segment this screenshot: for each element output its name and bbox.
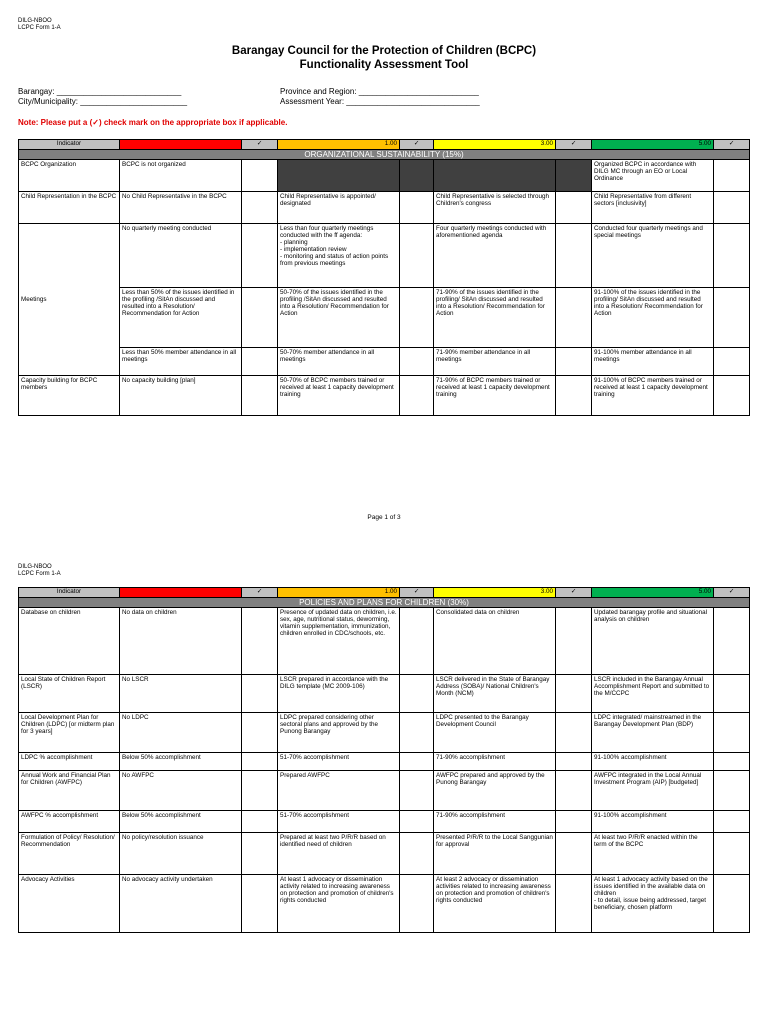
check-box[interactable] [714, 771, 750, 811]
criteria-orange: Presence of updated data on children, i.e. sex, age, nutritional status, deworming, vitamin supplementation, immunization, children enrolled in CDC/schools, etc. [278, 608, 400, 675]
check-box[interactable] [400, 811, 434, 833]
indicator-cell: LDPC % accomplishment [19, 753, 120, 771]
indicator-cell: Capacity building for BCPC members [19, 376, 120, 416]
criteria-green: Organized BCPC in accordance with DILG MC through an EO or Local Ordinance [592, 160, 714, 192]
document-title: Barangay Council for the Protection of Children (BCPC) [231, 45, 537, 57]
table-row [19, 192, 750, 224]
criteria-green: LSCR included in the Barangay Annual Accomplishment Report and submitted to the M/CCPC [592, 675, 714, 713]
form-code: DILG-NBOO LCPC Form 1-A [18, 564, 61, 577]
table-row [19, 713, 750, 753]
table-row [19, 811, 750, 833]
assessment-year-field[interactable]: Assessment Year: ______________________________ [280, 97, 480, 106]
barangay-field[interactable]: Barangay: ____________________________ [18, 87, 182, 96]
table-row [19, 348, 750, 376]
check-box[interactable] [400, 833, 434, 875]
check-box[interactable] [242, 348, 278, 376]
table-row [19, 833, 750, 875]
criteria-yellow: Consolidated data on children [434, 608, 556, 675]
criteria-yellow: LSCR delivered in the State of Barangay Address (SOBA)/ National Children's Month (NCM) [434, 675, 556, 713]
indicator-cell: Local Development Plan for Children (LDPC) [or midterm plan for 3 years] [19, 713, 120, 753]
criteria-yellow: Four quarterly meetings conducted with aforementioned agenda [434, 224, 556, 288]
check-box[interactable] [242, 811, 278, 833]
criteria-orange: At least 1 advocacy or dissemination activity related to increasing awareness on protection and promotion of children's rights conducted [278, 875, 400, 933]
criteria-red: No advocacy activity undertaken [120, 875, 242, 933]
indicator-cell: Child Representation in the BCPC [19, 192, 120, 224]
criteria-red: Below 50% accomplishment [120, 753, 242, 771]
table-row [19, 771, 750, 811]
check-box[interactable] [714, 811, 750, 833]
criteria-green: Conducted four quarterly meetings and special meetings [592, 224, 714, 288]
criteria-green: AWFPC integrated in the Local Annual Investment Program (AIP) [budgeted] [592, 771, 714, 811]
indicator-cell: Formulation of Policy/ Resolution/ Recommendation [19, 833, 120, 875]
check-box[interactable] [242, 608, 278, 675]
criteria-orange: 51-70% accomplishment [278, 753, 400, 771]
check-box[interactable] [556, 771, 592, 811]
check-box[interactable] [242, 753, 278, 771]
table-row [19, 160, 750, 192]
criteria-red: No LDPC [120, 713, 242, 753]
criteria-orange: Prepared at least two P/R/R based on identified need of children [278, 833, 400, 875]
check-box[interactable] [714, 224, 750, 288]
section-row [19, 598, 750, 608]
check-box[interactable] [556, 675, 592, 713]
check-box[interactable] [714, 675, 750, 713]
criteria-red: Less than 50% of the issues identified in the profiling /SitAn discussed and resulted into a Resolution/ Recommendation for Action [120, 288, 242, 348]
indicator-cell: Database on children [19, 608, 120, 675]
table-row [19, 224, 750, 288]
check-box[interactable] [556, 348, 592, 376]
yellow-score-header: 3.00 [434, 140, 556, 150]
check-box[interactable] [400, 288, 434, 348]
check-box[interactable] [714, 192, 750, 224]
criteria-orange: 50-70% of BCPC members trained or received at least 1 capacity development training [278, 376, 400, 416]
section-title: ORGANIZATIONAL SUSTAINABILITY (15%) [19, 150, 750, 160]
red-score-header [120, 140, 242, 150]
criteria-red: No quarterly meeting conducted [120, 224, 242, 288]
indicator-header: Indicator [19, 588, 120, 598]
criteria-yellow: 71-90% member attendance in all meetings [434, 348, 556, 376]
check-header: ✓ [556, 588, 592, 598]
check-box[interactable] [242, 224, 278, 288]
check-box[interactable] [242, 771, 278, 811]
criteria-orange: 50-70% of the issues identified in the profiling /SitAn discussed and resulted into a Resolution/ Recommendation for Action [278, 288, 400, 348]
check-box[interactable] [556, 875, 592, 933]
check-box[interactable] [242, 376, 278, 416]
check-box[interactable] [556, 833, 592, 875]
form-code: DILG-NBOO LCPC Form 1-A [18, 18, 61, 31]
check-box-na [556, 160, 592, 192]
check-box[interactable] [242, 833, 278, 875]
check-box[interactable] [556, 288, 592, 348]
indicator-cell: Meetings [19, 224, 120, 376]
table-row [19, 288, 750, 348]
criteria-red: No LSCR [120, 675, 242, 713]
table-row [19, 376, 750, 416]
criteria-red: No policy/resolution issuance [120, 833, 242, 875]
criteria-orange: Prepared AWFPC [278, 771, 400, 811]
criteria-green: 91-100% member attendance in all meetings [592, 348, 714, 376]
indicator-cell: Advocacy Activities [19, 875, 120, 933]
section-title: POLICIES AND PLANS FOR CHILDREN (30%) [19, 598, 750, 608]
document-subtitle: Functionality Assessment Tool [299, 59, 469, 71]
red-score-header [120, 588, 242, 598]
criteria-green: LDPC integrated/ mainstreamed in the Barangay Development Plan (BDP) [592, 713, 714, 753]
criteria-orange: LSCR prepared in accordance with the DILG template (MC 2009-106) [278, 675, 400, 713]
check-box[interactable] [714, 608, 750, 675]
orange-score-header: 1.00 [278, 140, 400, 150]
criteria-green: 91-100% of BCPC members trained or received at least 1 capacity development training [592, 376, 714, 416]
check-box[interactable] [556, 376, 592, 416]
check-box[interactable] [400, 224, 434, 288]
table-header-row [19, 140, 750, 150]
check-box[interactable] [556, 192, 592, 224]
check-box[interactable] [714, 753, 750, 771]
check-box-na [400, 160, 434, 192]
check-box[interactable] [242, 875, 278, 933]
yellow-score-header: 3.00 [434, 588, 556, 598]
check-box[interactable] [242, 288, 278, 348]
criteria-red: No capacity building [plan] [120, 376, 242, 416]
check-box[interactable] [556, 713, 592, 753]
check-header: ✓ [714, 140, 750, 150]
criteria-yellow: Child Representative is selected through Children's congress [434, 192, 556, 224]
check-box[interactable] [714, 376, 750, 416]
assessment-table-1 [18, 139, 750, 416]
criteria-green: 91-100% of the issues identified in the profiling/ SitAn discussed and resulted into a Resolution/ Recommendation for Action [592, 288, 714, 348]
criteria-orange: 51-70% accomplishment [278, 811, 400, 833]
check-box[interactable] [242, 192, 278, 224]
criteria-yellow: 71-90% accomplishment [434, 811, 556, 833]
check-box[interactable] [242, 675, 278, 713]
criteria-yellow: Presented P/R/R to the Local Sanggunian for approval [434, 833, 556, 875]
indicator-cell: AWFPC % accomplishment [19, 811, 120, 833]
check-header: ✓ [400, 140, 434, 150]
indicator-cell: Local State of Children Report (LSCR) [19, 675, 120, 713]
check-header: ✓ [242, 140, 278, 150]
criteria-yellow-na [434, 160, 556, 192]
check-header: ✓ [556, 140, 592, 150]
criteria-red: No AWFPC [120, 771, 242, 811]
table-header-row [19, 588, 750, 598]
criteria-orange-na [278, 160, 400, 192]
check-box[interactable] [400, 771, 434, 811]
check-box[interactable] [714, 875, 750, 933]
criteria-green: At least 1 advocacy activity based on the issues identified in the available data on children - to detail, issue being addressed, target beneficiary, chosen platform [592, 875, 714, 933]
check-box[interactable] [400, 675, 434, 713]
check-box[interactable] [714, 348, 750, 376]
criteria-green: Child Representative from different sectors [inclusivity] [592, 192, 714, 224]
check-box[interactable] [556, 753, 592, 771]
criteria-yellow: 71-90% of BCPC members trained or received at least 1 capacity development training [434, 376, 556, 416]
criteria-green: Updated barangay profile and situational analysis on children [592, 608, 714, 675]
criteria-orange: Child Representative is appointed/ designated [278, 192, 400, 224]
check-header: ✓ [400, 588, 434, 598]
check-box[interactable] [242, 713, 278, 753]
section-row [19, 150, 750, 160]
check-box[interactable] [714, 833, 750, 875]
province-region-field[interactable]: Province and Region: ___________________________ [280, 87, 479, 96]
table-row [19, 753, 750, 771]
criteria-red: No data on children [120, 608, 242, 675]
green-score-header: 5.00 [592, 588, 714, 598]
criteria-red: No Child Representative in the BCPC [120, 192, 242, 224]
page-number: Page 1 of 3 [367, 514, 401, 521]
page-2 [0, 556, 768, 1024]
check-box[interactable] [400, 713, 434, 753]
criteria-orange: LDPC prepared considering other sectoral plans and approved by the Punong Barangay [278, 713, 400, 753]
table-row [19, 875, 750, 933]
assessment-table-2 [18, 587, 750, 933]
check-box[interactable] [400, 376, 434, 416]
check-box[interactable] [400, 192, 434, 224]
instruction-note: Note: Please put a (✓) check mark on the appropriate box if applicable. [18, 118, 288, 127]
criteria-red: Below 50% accomplishment [120, 811, 242, 833]
check-box[interactable] [556, 608, 592, 675]
criteria-yellow: LDPC presented to the Barangay Development Council [434, 713, 556, 753]
check-box[interactable] [400, 875, 434, 933]
table-row [19, 675, 750, 713]
check-box[interactable] [242, 160, 278, 192]
indicator-cell: Annual Work and Financial Plan for Children (AWFPC) [19, 771, 120, 811]
table-row [19, 608, 750, 675]
criteria-orange: 50-70% member attendance in all meetings [278, 348, 400, 376]
check-box[interactable] [556, 224, 592, 288]
criteria-yellow: At least 2 advocacy or dissemination activities related to increasing awareness on protection and promotion of children's rights conducted [434, 875, 556, 933]
check-box[interactable] [400, 348, 434, 376]
check-header: ✓ [714, 588, 750, 598]
criteria-green: 91-100% accomplishment [592, 753, 714, 771]
check-box[interactable] [556, 811, 592, 833]
criteria-green: At least two P/R/R enacted within the term of the BCPC [592, 833, 714, 875]
header-fields [18, 87, 758, 107]
city-municipality-field[interactable]: City/Municipality: ________________________ [18, 97, 188, 106]
check-box[interactable] [714, 288, 750, 348]
criteria-green: 91-100% accomplishment [592, 811, 714, 833]
check-box[interactable] [714, 713, 750, 753]
criteria-red: Less than 50% member attendance in all meetings [120, 348, 242, 376]
criteria-red: BCPC is not organized [120, 160, 242, 192]
indicator-cell: BCPC Organization [19, 160, 120, 192]
green-score-header: 5.00 [592, 140, 714, 150]
orange-score-header: 1.00 [278, 588, 400, 598]
criteria-yellow: 71-90% of the issues identified in the profiling/ SitAn discussed and resulted into a Resolution/ Recommendation for Action [434, 288, 556, 348]
check-box[interactable] [400, 753, 434, 771]
criteria-orange: Less than four quarterly meetings conducted with the ff agenda: - planning - implementation review - monitoring and status of action points from previous meetings [278, 224, 400, 288]
check-header: ✓ [242, 588, 278, 598]
indicator-header: Indicator [19, 140, 120, 150]
check-box[interactable] [400, 608, 434, 675]
criteria-yellow: 71-90% accomplishment [434, 753, 556, 771]
check-box[interactable] [714, 160, 750, 192]
criteria-yellow: AWFPC prepared and approved by the Punong Barangay [434, 771, 556, 811]
